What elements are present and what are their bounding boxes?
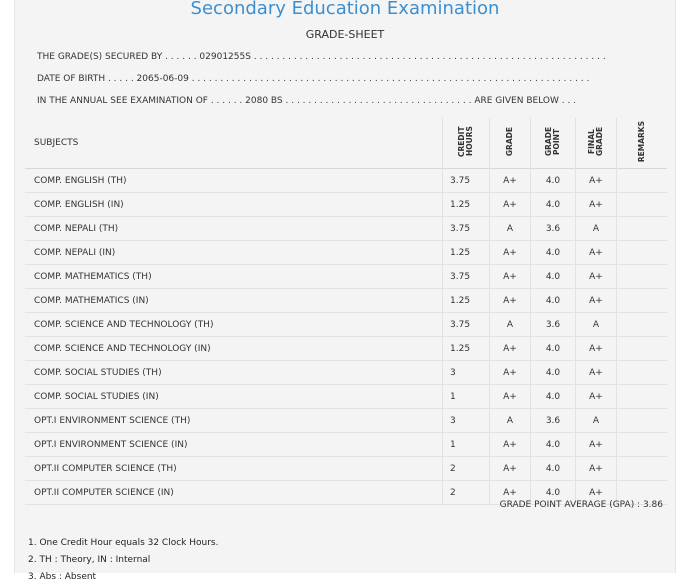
credit-hours-header: CREDIT HOURS: [443, 118, 490, 169]
grade-cell: A+: [490, 385, 531, 409]
final-grade-cell: A+: [576, 265, 617, 289]
grade-point-cell: 4.0: [531, 241, 576, 265]
table-row: [25, 361, 667, 385]
gpa-summary: GRADE POINT AVERAGE (GPA) : 3.86: [499, 500, 663, 510]
remarks-cell: [617, 217, 668, 241]
remarks-cell: [617, 457, 668, 481]
grade-point-cell: 4.0: [531, 265, 576, 289]
grade-cell: A+: [490, 337, 531, 361]
credit-hours-cell: 2: [443, 457, 490, 481]
remarks-cell: [617, 265, 668, 289]
table-row: [25, 457, 667, 481]
remarks-cell: [617, 385, 668, 409]
table-row: [25, 193, 667, 217]
final-grade-cell: A+: [576, 385, 617, 409]
final-grade-cell: A+: [576, 289, 617, 313]
final-grade-cell: A+: [576, 433, 617, 457]
remarks-cell: [617, 169, 668, 193]
remarks-cell: [617, 193, 668, 217]
grade-point-cell: 4.0: [531, 481, 576, 505]
credit-hours-cell: 3.75: [443, 169, 490, 193]
grade-point-cell: 4.0: [531, 385, 576, 409]
table-row: [25, 241, 667, 265]
table-row: [25, 409, 667, 433]
remarks-cell: [617, 409, 668, 433]
subject-cell: COMP. MATHEMATICS (IN): [25, 289, 443, 313]
credit-hours-cell: 1.25: [443, 241, 490, 265]
date-of-birth-line: DATE OF BIRTH . . . . . 2065-06-09 . . . . . . . . . . . . . . . . . . . . . . . . . . . . . . . . . . . . . . . . . . . . . . . . . . . . . . . . . . . . . . . . . . . . . .: [37, 74, 590, 84]
subject-cell: OPT.II COMPUTER SCIENCE (TH): [25, 457, 443, 481]
grade-header: GRADE: [490, 118, 531, 169]
subject-cell: OPT.I ENVIRONMENT SCIENCE (IN): [25, 433, 443, 457]
subject-cell: COMP. ENGLISH (IN): [25, 193, 443, 217]
table-row: [25, 289, 667, 313]
credit-hours-cell: 3.75: [443, 265, 490, 289]
credit-hours-cell: 3: [443, 409, 490, 433]
credit-hours-cell: 1.25: [443, 289, 490, 313]
final-grade-cell: A+: [576, 193, 617, 217]
remarks-cell: [617, 289, 668, 313]
remarks-cell: [617, 433, 668, 457]
final-grade-cell: A+: [576, 457, 617, 481]
table-header-row: [25, 118, 667, 169]
subject-cell: COMP. NEPALI (IN): [25, 241, 443, 265]
grade-cell: A: [490, 409, 531, 433]
subject-cell: COMP. MATHEMATICS (TH): [25, 265, 443, 289]
credit-hours-cell: 1: [443, 385, 490, 409]
exam-title: Secondary Education Examination: [190, 0, 500, 19]
credit-hours-cell: 1.25: [443, 337, 490, 361]
grade-point-cell: 4.0: [531, 193, 576, 217]
final-grade-cell: A+: [576, 337, 617, 361]
note-item: 1. One Credit Hour equals 32 Clock Hours.: [28, 538, 219, 548]
grade-point-cell: 3.6: [531, 217, 576, 241]
note-item: 3. Abs : Absent: [28, 572, 97, 582]
grades-table: [25, 118, 667, 505]
table-row: [25, 433, 667, 457]
remarks-cell: [617, 313, 668, 337]
note-item: 2. TH : Theory, IN : Internal: [28, 555, 151, 565]
grade-point-header: GRADE POINT: [531, 118, 576, 169]
grade-point-cell: 4.0: [531, 289, 576, 313]
grade-point-cell: 4.0: [531, 361, 576, 385]
remarks-cell: [617, 361, 668, 385]
final-grade-header: FINAL GRADE: [576, 118, 617, 169]
final-grade-cell: A: [576, 313, 617, 337]
notes-list: [28, 535, 218, 586]
subject-cell: OPT.I ENVIRONMENT SCIENCE (TH): [25, 409, 443, 433]
remarks-header: REMARKS: [637, 120, 647, 163]
grade-point-cell: 4.0: [531, 433, 576, 457]
subject-cell: COMP. SOCIAL STUDIES (IN): [25, 385, 443, 409]
grade-cell: A+: [490, 433, 531, 457]
table-row: [25, 313, 667, 337]
grades-table-body: [25, 169, 667, 505]
remarks-cell: [617, 337, 668, 361]
table-row: [25, 217, 667, 241]
final-grade-cell: A: [576, 409, 617, 433]
final-grade-cell: A+: [576, 361, 617, 385]
table-row: [25, 385, 667, 409]
grade-point-cell: 4.0: [531, 169, 576, 193]
sheet-subtitle: GRADE-SHEET: [305, 28, 385, 41]
subject-cell: COMP. ENGLISH (TH): [25, 169, 443, 193]
final-grade-cell: A+: [576, 169, 617, 193]
credit-hours-cell: 3.75: [443, 217, 490, 241]
final-grade-cell: A+: [576, 481, 617, 505]
table-row: [25, 169, 667, 193]
grade-cell: A: [490, 313, 531, 337]
grade-cell: A+: [490, 457, 531, 481]
credit-hours-cell: 3.75: [443, 313, 490, 337]
subject-cell: COMP. SCIENCE AND TECHNOLOGY (TH): [25, 313, 443, 337]
credit-hours-cell: 2: [443, 481, 490, 505]
grade-cell: A+: [490, 241, 531, 265]
grade-cell: A+: [490, 265, 531, 289]
grade-sheet-panel: [14, 0, 676, 582]
credit-hours-cell: 3: [443, 361, 490, 385]
credit-hours-cell: 1.25: [443, 193, 490, 217]
subject-cell: COMP. NEPALI (TH): [25, 217, 443, 241]
grade-point-cell: 3.6: [531, 409, 576, 433]
subject-cell: OPT.II COMPUTER SCIENCE (IN): [25, 481, 443, 505]
grade-cell: A+: [490, 481, 531, 505]
final-grade-cell: A+: [576, 241, 617, 265]
secured-by-line: THE GRADE(S) SECURED BY . . . . . . 02901255S . . . . . . . . . . . . . . . . . . . . . . . . . . . . . . . . . . . . . . . . . . . . . . . . . . . . . . . . . . . . . .: [37, 52, 606, 62]
table-row: [25, 337, 667, 361]
final-grade-cell: A: [576, 217, 617, 241]
grade-cell: A+: [490, 169, 531, 193]
grade-cell: A+: [490, 289, 531, 313]
grade-point-cell: 4.0: [531, 457, 576, 481]
grade-cell: A: [490, 217, 531, 241]
examination-line: IN THE ANNUAL SEE EXAMINATION OF . . . . . . 2080 BS . . . . . . . . . . . . . . . . . . . . . . . . . . . . . . . . . ARE GIVEN BELOW . . .: [37, 96, 577, 106]
subject-cell: COMP. SOCIAL STUDIES (TH): [25, 361, 443, 385]
subjects-header: SUBJECTS: [25, 118, 443, 169]
grade-point-cell: 4.0: [531, 337, 576, 361]
grade-point-cell: 3.6: [531, 313, 576, 337]
remarks-cell: [617, 241, 668, 265]
grade-cell: A+: [490, 193, 531, 217]
credit-hours-cell: 1: [443, 433, 490, 457]
subject-cell: COMP. SCIENCE AND TECHNOLOGY (IN): [25, 337, 443, 361]
table-row: [25, 265, 667, 289]
grade-cell: A+: [490, 361, 531, 385]
